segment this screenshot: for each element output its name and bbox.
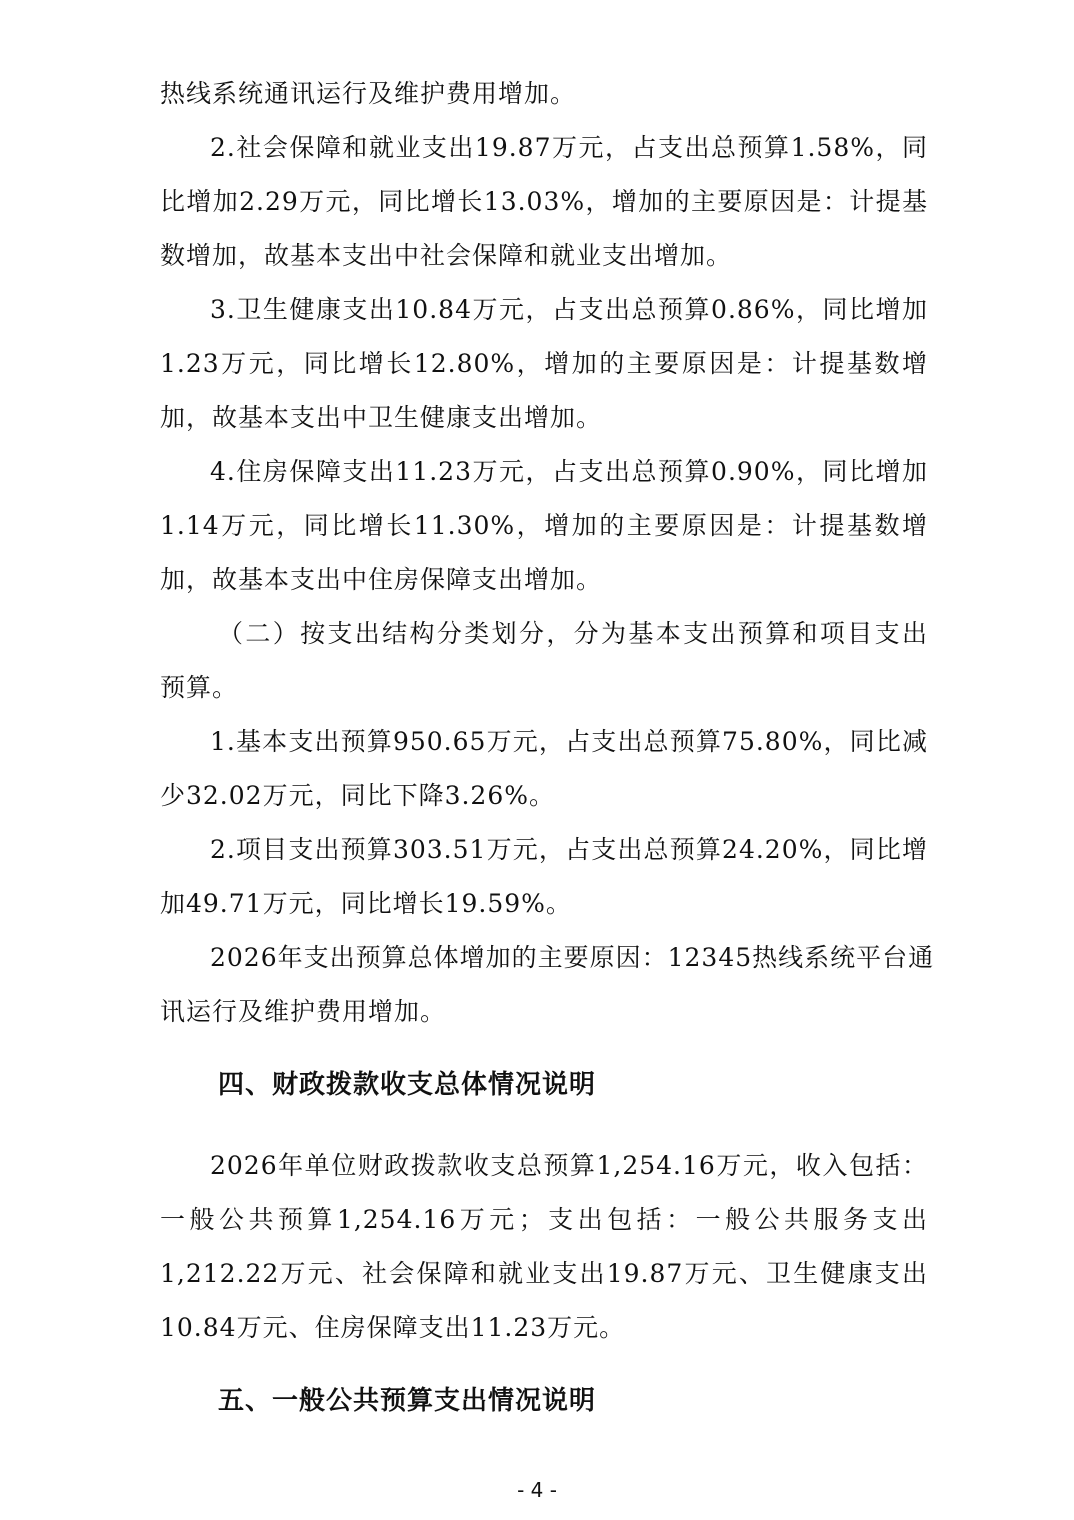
page-number: - 4 - bbox=[517, 1478, 557, 1502]
text-line: 加，故基本支出中住房保障支出增加。 bbox=[160, 565, 603, 594]
text-line: 少32.02万元，同比下降3.26%。 bbox=[160, 781, 555, 810]
text-line: 比增加2.29万元，同比增长13.03%，增加的主要原因是：计提基 bbox=[160, 187, 928, 216]
text-line: 10.84万元、住房保障支出11.23万元。 bbox=[160, 1313, 626, 1342]
text-line: 1,212.22万元、社会保障和就业支出19.87万元、卫生健康支出 bbox=[160, 1259, 928, 1288]
text-line: 2.项目支出预算303.51万元，占支出总预算24.20%，同比增 bbox=[210, 835, 928, 864]
text-line: 2.社会保障和就业支出19.87万元，占支出总预算1.58%，同 bbox=[210, 133, 928, 162]
text-line: 1.14万元，同比增长11.30%，增加的主要原因是：计提基数增 bbox=[160, 511, 928, 540]
section-heading-4: 四、财政拨款收支总体情况说明 bbox=[218, 1070, 597, 1100]
text-line: 一般公共预算1,254.16万元；支出包括：一般公共服务支出 bbox=[160, 1205, 928, 1234]
text-line: 2026年支出预算总体增加的主要原因：12345热线系统平台通 bbox=[210, 943, 935, 972]
text-line: （二）按支出结构分类划分，分为基本支出预算和项目支出 bbox=[218, 619, 928, 648]
text-line: 热线系统通讯运行及维护费用增加。 bbox=[160, 79, 577, 108]
text-line: 4.住房保障支出11.23万元，占支出总预算0.90%，同比增加 bbox=[210, 457, 928, 486]
section-heading-5: 五、一般公共预算支出情况说明 bbox=[218, 1386, 597, 1416]
text-line: 加，故基本支出中卫生健康支出增加。 bbox=[160, 403, 603, 432]
text-line: 预算。 bbox=[160, 673, 239, 702]
text-line: 1.23万元，同比增长12.80%，增加的主要原因是：计提基数增 bbox=[160, 349, 928, 378]
text-line: 加49.71万元，同比增长19.59%。 bbox=[160, 889, 572, 918]
text-line: 讯运行及维护费用增加。 bbox=[160, 997, 447, 1026]
text-line: 2026年单位财政拨款收支总预算1,254.16万元，收入包括： bbox=[210, 1151, 928, 1180]
text-line: 1.基本支出预算950.65万元，占支出总预算75.80%，同比减 bbox=[210, 727, 928, 756]
text-line: 3.卫生健康支出10.84万元，占支出总预算0.86%，同比增加 bbox=[210, 295, 928, 324]
text-line: 数增加，故基本支出中社会保障和就业支出增加。 bbox=[160, 241, 733, 270]
